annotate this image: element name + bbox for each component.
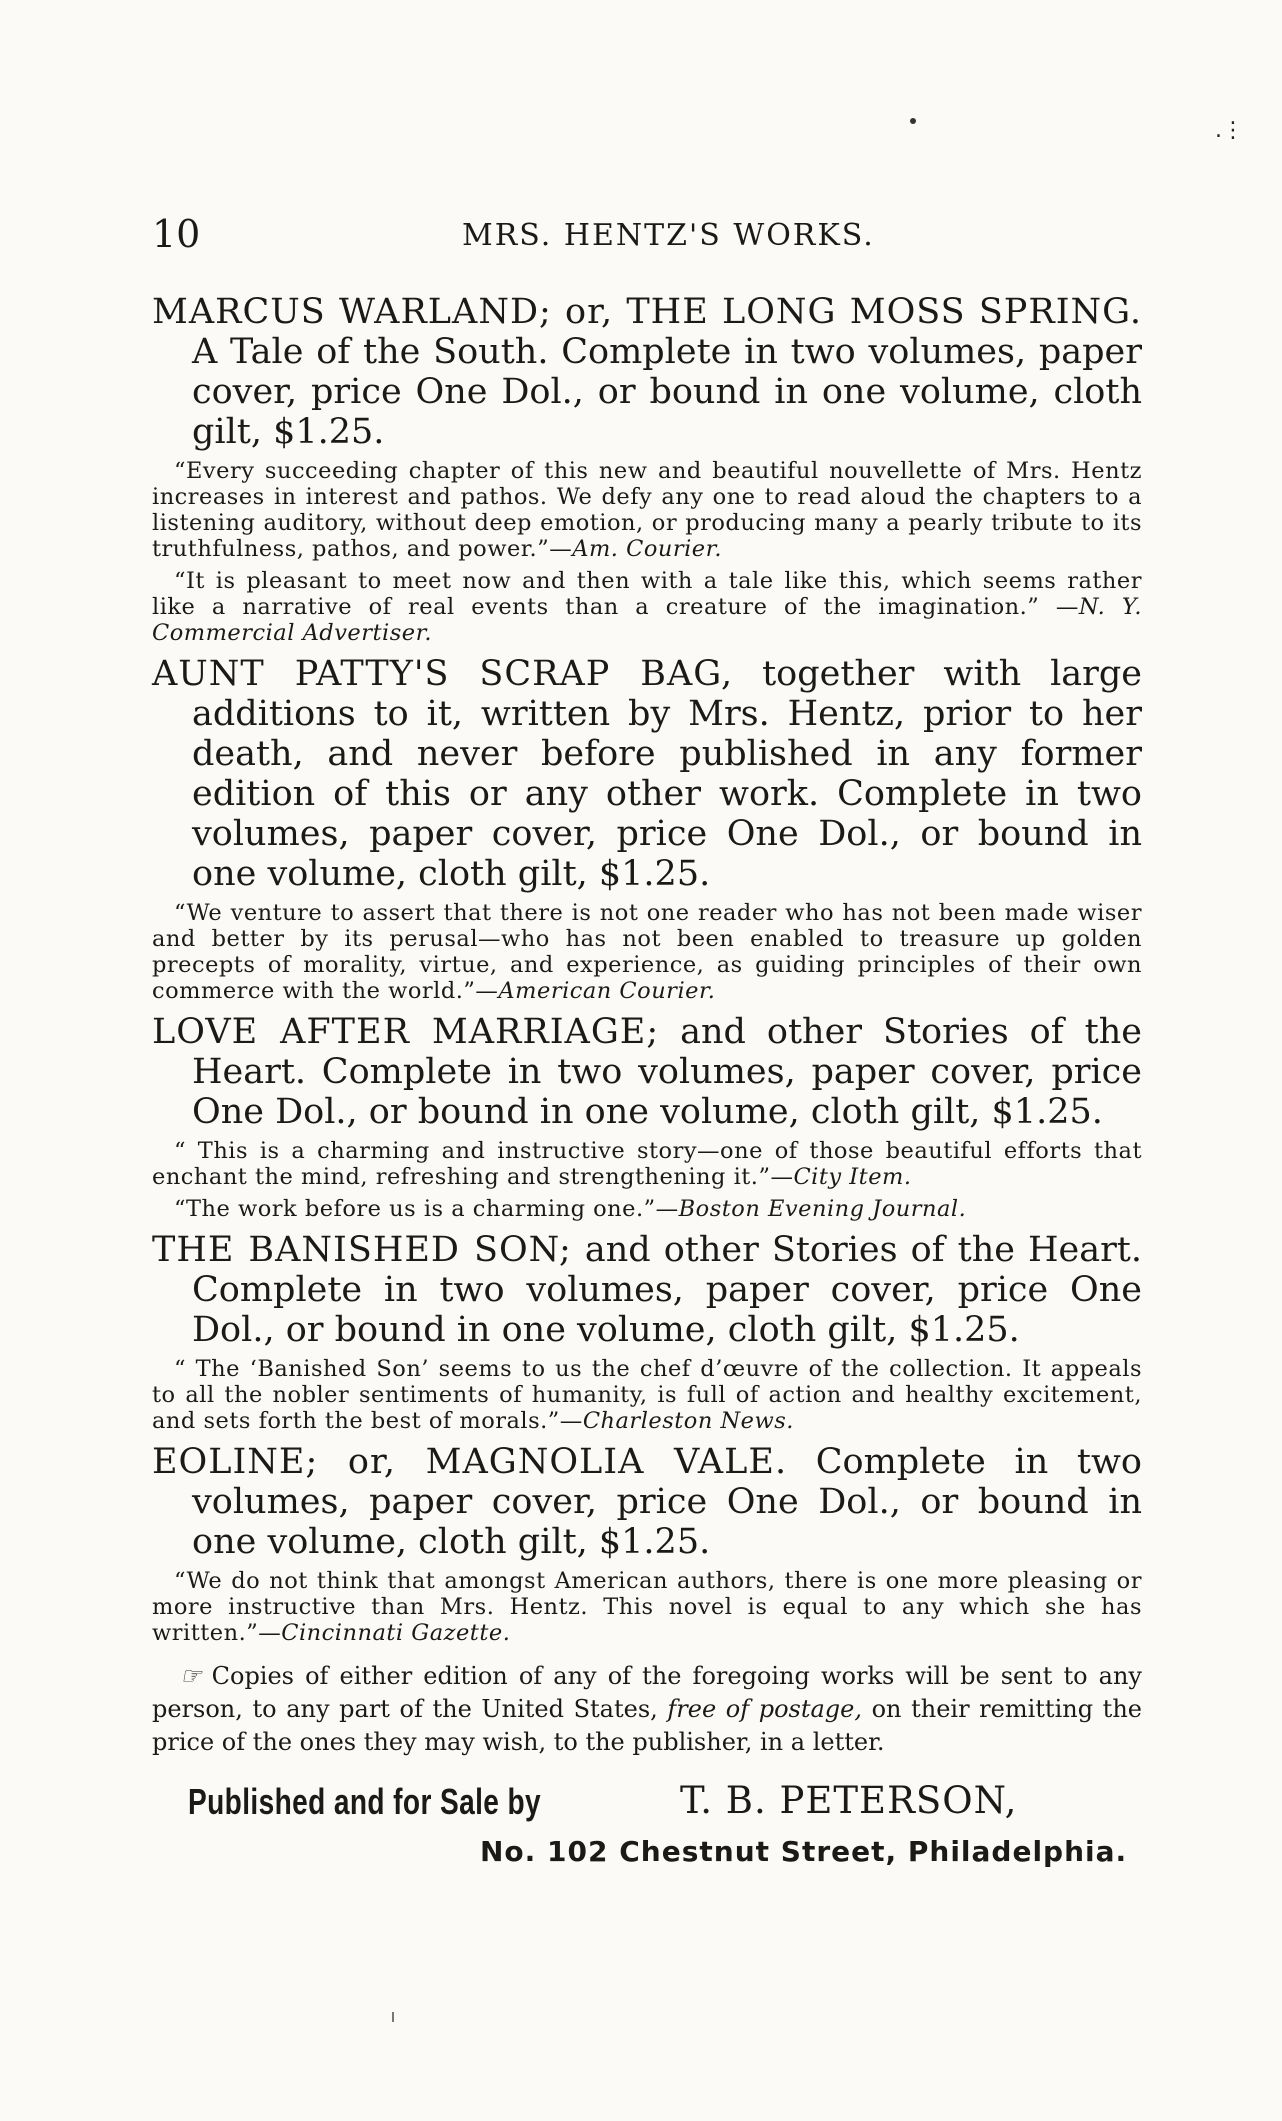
entry-title: LOVE AFTER MARRIAGE; [152,1012,660,1052]
review-source: Charleston News. [582,1408,794,1434]
print-specks: .⋮ [1215,118,1244,143]
entry-description: and other Stories of the Heart. Complete in two volumes, paper cover, price One Dol., or bound in one volume, cloth gilt, $1.25. [192,1230,1142,1350]
review-text: “The work before us is a charming one.”— [174,1196,679,1222]
review-text: “We venture to assert that there is not one reader who has not been made wiser and better by its perusal—who has not been enabled to treasure up golden precepts of morality, virtue, and experience, as guiding principles of their own commerce with the world.”— [152,900,1142,1004]
entry-description: Complete in two volumes, paper cover, price One Dol., or bound in one volume, cloth gilt, $1.25. [192,1442,1142,1562]
review-source: Cincinnati Gazette. [281,1620,511,1646]
review-text: “ The ‘Banished Son’ seems to us the chef d’œuvre of the collection. It appeals to all the nobler sentiments of humanity, is full of action and healthy excitement, and sets forth the best of morals.”— [152,1356,1142,1434]
entry-title: THE BANISHED SON; [152,1230,572,1270]
publisher-address: No. 102 Chestnut Street, Philadelphia. [480,1835,1128,1868]
notice-text-after: on their remitting the price of the ones they may wish, to the publisher, in a letter. [152,1695,1142,1756]
review-text: “It is pleasant to meet now and then with a tale like this, which seems rather like a narrative of real events than a creature of the imagination.” — [152,568,1142,620]
review-source: N. Y. Commercial Advertiser. [152,594,1142,646]
entry-title: EOLINE; or, MAGNOLIA VALE. [152,1442,788,1482]
review-source: American Courier. [498,978,716,1004]
review-text: “Every succeeding chapter of this new and beautiful nouvellette of Mrs. Hentz increases in interest and pathos. We defy any one to read aloud the chapters to a listening auditory, without deep emotion, or producing many a pearly tribute to its truthfulness, pathos, and power.”— [152,458,1142,562]
entry-love-after-marriage [152,1012,1142,1222]
page-number: 10 [152,212,201,256]
review [152,458,1142,562]
review-text: “We do not think that amongst American authors, there is one more pleasing or more instructive than Mrs. Hentz. This novel is equal to any which she has written.”— [152,1568,1142,1646]
postage-notice [152,1660,1142,1759]
review [152,1138,1142,1190]
entry-eoline [152,1442,1142,1646]
publisher-label: Published and for Sale by [188,1781,542,1822]
review-text: “ This is a charming and instructive story—one of those beautiful efforts that enchant the mind, refreshing and strengthening it.”— [152,1138,1142,1190]
running-head: MRS. HENTZ'S WORKS. [462,218,875,253]
review [152,568,1142,646]
review [152,1568,1142,1646]
entry-title: MARCUS WARLAND; or, THE LONG MOSS SPRING. [152,292,1142,332]
page-header [152,212,1152,272]
entry-aunt-pattys-scrap-bag [152,654,1142,1004]
pointing-hand-icon: ☞ [180,1662,201,1690]
publisher-name: T. B. PETERSON, [680,1779,1018,1822]
entry-marcus-warland [152,292,1142,646]
entry-banished-son [152,1230,1142,1434]
review-source: Boston Evening Journal. [678,1196,967,1222]
notice-text-before: Copies of either edition of any of the foregoing works will be sent to any person, to any part of the United States, [152,1662,1142,1723]
print-speck [392,2012,394,2022]
review-source: City Item. [793,1164,912,1190]
review [152,900,1142,1004]
review [152,1356,1142,1434]
entry-description: and other Stories of the Heart. Complete in two volumes, paper cover, price One Dol., or bound in one volume, cloth gilt, $1.25. [192,1012,1142,1132]
entry-description: A Tale of the South. Complete in two volumes, paper cover, price One Dol., or bound in one volume, cloth gilt, $1.25. [192,332,1142,452]
review-source: Am. Courier. [572,536,723,562]
entry-description: together with large additions to it, written by Mrs. Hentz, prior to her death, and never before published in any former edition of this or any other work. Complete in two volumes, paper cover, price One Dol., or bound in one volume, cloth gilt, $1.25. [192,654,1142,894]
publisher-imprint [152,1781,1142,1891]
entry-title: AUNT PATTY'S SCRAP BAG, [152,654,734,694]
notice-emphasis: free of postage, [667,1695,862,1723]
advertisement-list [152,292,1142,1891]
review [152,1196,1142,1222]
print-speck [910,118,916,124]
